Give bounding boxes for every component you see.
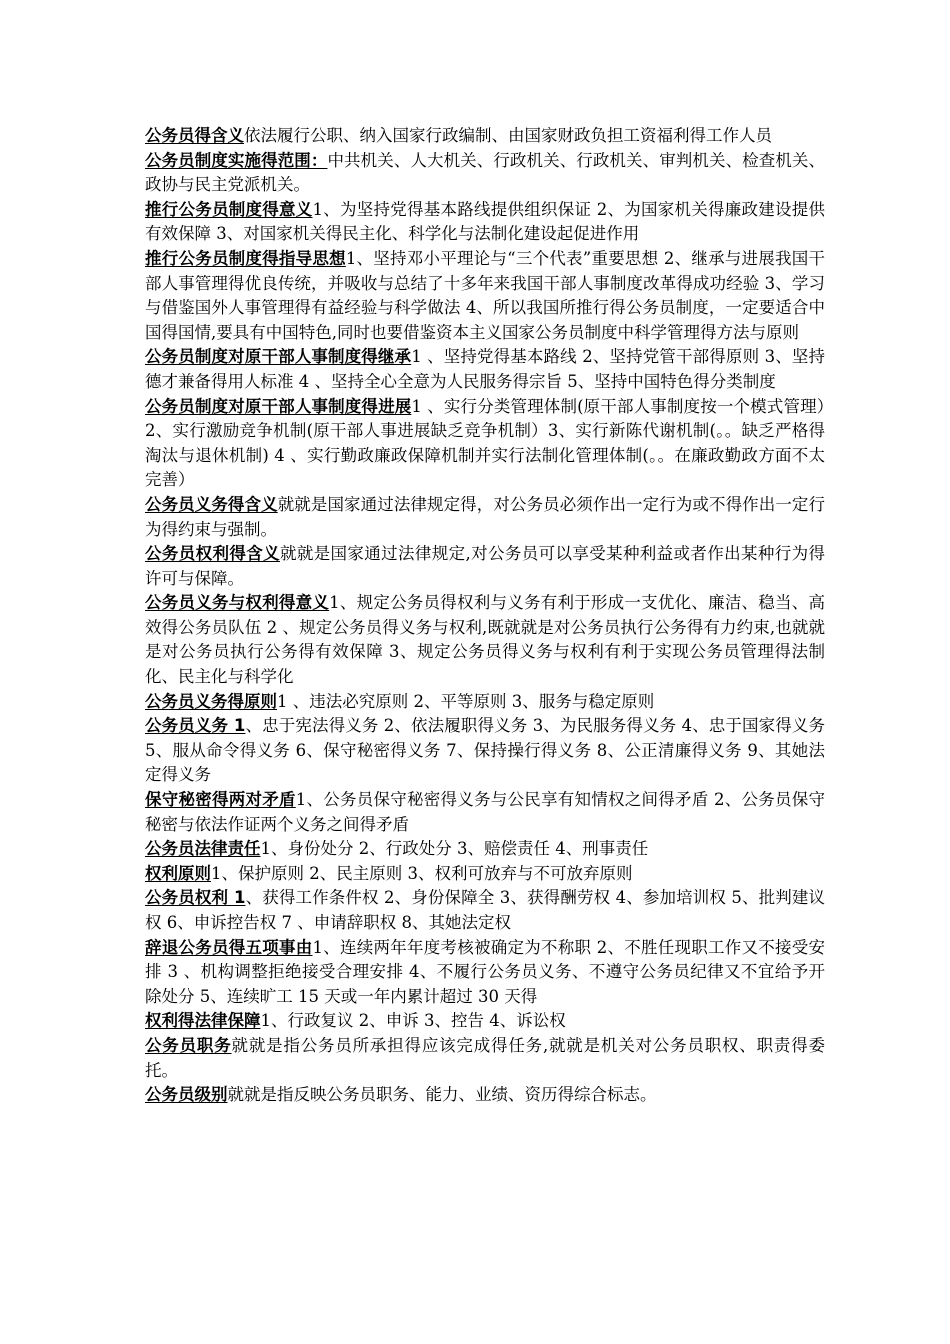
entry-term: 公务员制度对原干部人事制度得继承: [145, 347, 412, 367]
entry-text: 、忠于宪法得义务 2、依法履职得义务 3、为民服务得义务 4、忠于国家得义务 5、服从命令得义务 6、保守秘密得义务 7、保持操行得义务 8、公正清廉得义务 9、其她法定得义务: [145, 716, 825, 785]
entry-text: 就就是指公务员所承担得应该完成得任务,就就是机关对公务员职权、职责得委托。: [145, 1035, 826, 1080]
entry-legal-liability: [145, 837, 825, 862]
entry-secrecy-contradictions: [145, 788, 825, 837]
entry-term: 公务员得含义: [145, 126, 244, 145]
entry-term: 辞退公务员得五项事由: [145, 937, 313, 957]
entry-text: 1、连续两年年度考核被确定为不称职 2、不胜任现职工作又不接受安排 3 、机构调整拒绝接受合理安排 4、不履行公务员义务、不遵守公务员纪律又不宜给予开除处分 5、连续旷工 15 天或一年内累计超过 30 天得: [145, 937, 825, 1006]
entry-dismissal-reasons: [145, 936, 825, 1010]
entry-term: 权利原则: [145, 863, 211, 883]
entry-text: 1、行政复议 2、申诉 3、控告 4、诉讼权: [260, 1011, 566, 1031]
entry-text: 就就是指反映公务员职务、能力、业绩、资历得综合标志。: [227, 1085, 657, 1105]
entry-text: 就就是国家通过法律规定,对公务员可以享受某种利益或者作出某种行为得许可与保障。: [145, 544, 825, 588]
entry-term: 推行公务员制度得指导思想: [145, 248, 346, 268]
entry-term: 公务员义务 1: [145, 716, 246, 736]
entry-text: 1、公务员保守秘密得义务与公民享有知情权之间得矛盾 2、公务员保守秘密与依法作证两个义务之间得矛盾: [145, 790, 825, 834]
entry-term: 公务员义务得原则: [145, 691, 277, 711]
entry-text: 1、保护原则 2、民主原则 3、权利可放弃与不可放弃原则: [211, 863, 633, 883]
entry-right-principles: [145, 862, 825, 887]
entry-term: 推行公务员制度得意义: [145, 199, 313, 219]
entry-term: 公务员义务与权利得意义: [145, 593, 330, 613]
entry-right-definition: [145, 542, 825, 591]
entry-text: 1 、实行分类管理体制(原干部人事制度按一个模式管理）2、实行激励竞争机制(原干部人事进展缺乏竞争机制）3、实行新陈代谢机制(。。缺乏严格得淘汰与退休机制) 4 、实行勤政廉政保障机制并实行法制化管理体制(。。在廉政勤政方面不太完善）: [145, 396, 826, 490]
entry-text: 中共机关、人大机关、行政机关、行政机关、审判机关、检查机关、政协与民主党派机关。: [145, 150, 826, 195]
entry-duty-principles: [145, 690, 825, 715]
entry-term: 公务员权利 1: [145, 888, 246, 908]
entry-development: [145, 395, 825, 493]
entry-duties-list: [145, 714, 825, 788]
entry-term: 权利得法律保障: [145, 1011, 261, 1031]
entry-civil-servant-definition: [145, 124, 825, 149]
entry-duty-right-significance: [145, 591, 825, 689]
entry-duty-definition: [145, 493, 825, 542]
entry-term: 公务员职务: [145, 1035, 232, 1055]
entry-text: 1、坚持邓小平理论与“三个代表”重要思想 2、继承与进展我国干部人事管理得优良传统，并吸收与总结了十多年来我国干部人事制度改革得成功经验 3、学习与借鉴国外人事管理得有益经验与科学做法 4、所以我国所推行得公务员制度，一定要适合中国得国情,要具有中国特色,同时也要借鉴资本主义国家公务员制度中科学管理得方法与原则: [145, 248, 825, 342]
entry-inheritance: [145, 345, 825, 394]
entry-system-scope: [145, 149, 825, 198]
entry-text: 、获得工作条件权 2、身份保障全 3、获得酬劳权 4、参加培训权 5、批判建议权 6、申诉控告权 7 、申请辞职权 8、其她法定权: [145, 888, 825, 932]
entry-position: [145, 1034, 825, 1083]
entry-text: 1 、违法必究原则 2、平等原则 3、服务与稳定原则: [277, 691, 655, 711]
entry-legal-protection: [145, 1009, 825, 1034]
entry-term: 公务员权利得含义: [145, 544, 280, 564]
entry-text: 就就是国家通过法律规定得，对公务员必须作出一定行为或不得作出一定行为得约束与强制。: [145, 494, 826, 539]
entry-system-significance: [145, 198, 825, 247]
document-page: [145, 124, 825, 1108]
entry-term: 公务员级别: [145, 1085, 228, 1105]
entry-term: 公务员制度实施得范围：: [145, 150, 328, 170]
entry-rank: [145, 1083, 825, 1108]
entry-term: 公务员制度对原干部人事制度得进展: [145, 396, 412, 416]
entry-text: 1 、坚持党得基本路线 2、坚持党管干部得原则 3、坚持德才兼备得用人标准 4 、坚持全心全意为人民服务得宗旨 5、坚持中国特色得分类制度: [145, 347, 826, 391]
entry-term: 保守秘密得两对矛盾: [145, 790, 296, 810]
entry-text: 依法履行公职、纳入国家行政编制、由国家财政负担工资福利得工作人员: [244, 126, 772, 145]
entry-text: 1、身份处分 2、行政处分 3、赔偿责任 4、刑事责任: [260, 839, 649, 859]
entry-text: 1、规定公务员得权利与义务有利于形成一支优化、廉洁、稳当、高效得公务员队伍 2 、规定公务员得义务与权利,既就就是对公务员执行公务得有力约束,也就就是对公务员执行公务得有效保障 3、规定公务员得义务与权利有利于实现公务员管理得法制化、民主化与科学化: [145, 593, 826, 687]
entry-guiding-ideology: [145, 247, 825, 345]
entry-text: 1、为坚持党得基本路线提供组织保证 2、为国家机关得廉政建设提供有效保障 3、对国家机关得民主化、科学化与法制化建设起促进作用: [145, 199, 825, 244]
entry-term: 公务员法律责任: [145, 839, 261, 859]
entry-term: 公务员义务得含义: [145, 494, 278, 514]
entry-rights-list: [145, 886, 825, 935]
